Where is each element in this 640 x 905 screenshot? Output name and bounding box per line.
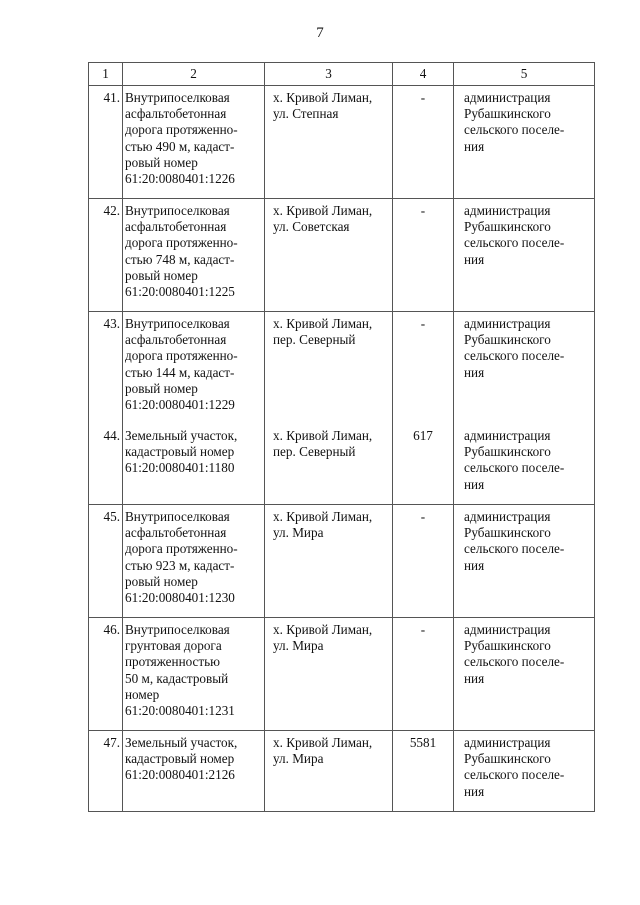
page-number: 7: [316, 25, 324, 41]
object-address: х. Кривой Лиман, ул. Мира: [265, 618, 393, 731]
object-owner: администрация Рубашкинского сельского поселе- ния: [454, 199, 595, 312]
row-number: 42.: [89, 199, 123, 312]
property-table: [88, 62, 595, 812]
row-number: 46.: [89, 618, 123, 731]
object-name: Земельный участок, кадастровый номер 61:20:0080401:1180: [123, 424, 265, 505]
table-header-row: [89, 63, 595, 86]
object-name: Внутрипоселковая асфальтобетонная дорога протяженно- стью 748 м, кадаст- ровый номер 61:20:0080401:1225: [123, 199, 265, 312]
object-owner: администрация Рубашкинского сельского поселе- ния: [454, 86, 595, 199]
object-name: Внутрипоселковая асфальтобетонная дорога протяженно- стью 144 м, кадаст- ровый номер 61:20:0080401:1229: [123, 312, 265, 425]
table-row: [89, 312, 595, 425]
object-name: Внутрипоселковая асфальтобетонная дорога протяженно- стью 923 м, кадаст- ровый номер 61:20:0080401:1230: [123, 505, 265, 618]
object-name: Внутрипоселковая грунтовая дорога протяженностью 50 м, кадастровый номер 61:20:0080401:1231: [123, 618, 265, 731]
object-name: Земельный участок, кадастровый номер 61:20:0080401:2126: [123, 731, 265, 812]
object-area: -: [393, 618, 454, 731]
row-number: 45.: [89, 505, 123, 618]
row-number: 43.: [89, 312, 123, 425]
object-owner: администрация Рубашкинского сельского поселе- ния: [454, 731, 595, 812]
table-row: [89, 618, 595, 731]
object-address: х. Кривой Лиман, ул. Советская: [265, 199, 393, 312]
object-name: Внутрипоселковая асфальтобетонная дорога протяженно- стью 490 м, кадаст- ровый номер 61:20:0080401:1226: [123, 86, 265, 199]
header-col-4: 4: [393, 63, 454, 86]
table-row: [89, 731, 595, 812]
header-col-5: 5: [454, 63, 595, 86]
table-row: [89, 505, 595, 618]
object-area: -: [393, 199, 454, 312]
header-col-2: 2: [123, 63, 265, 86]
object-address: х. Кривой Лиман, ул. Мира: [265, 731, 393, 812]
object-address: х. Кривой Лиман, пер. Северный: [265, 312, 393, 425]
object-area: -: [393, 505, 454, 618]
object-owner: администрация Рубашкинского сельского поселе- ния: [454, 618, 595, 731]
object-address: х. Кривой Лиман, ул. Мира: [265, 505, 393, 618]
object-area: -: [393, 86, 454, 199]
table-row: [89, 199, 595, 312]
row-number: 44.: [89, 424, 123, 505]
object-area: -: [393, 312, 454, 425]
object-area: 617: [393, 424, 454, 505]
header-col-1: 1: [89, 63, 123, 86]
row-number: 41.: [89, 86, 123, 199]
object-address: х. Кривой Лиман, ул. Степная: [265, 86, 393, 199]
object-address: х. Кривой Лиман, пер. Северный: [265, 424, 393, 505]
object-owner: администрация Рубашкинского сельского поселе- ния: [454, 312, 595, 425]
table-row: [89, 424, 595, 505]
object-area: 5581: [393, 731, 454, 812]
table-row: [89, 86, 595, 199]
header-col-3: 3: [265, 63, 393, 86]
row-number: 47.: [89, 731, 123, 812]
object-owner: администрация Рубашкинского сельского поселе- ния: [454, 424, 595, 505]
object-owner: администрация Рубашкинского сельского поселе- ния: [454, 505, 595, 618]
